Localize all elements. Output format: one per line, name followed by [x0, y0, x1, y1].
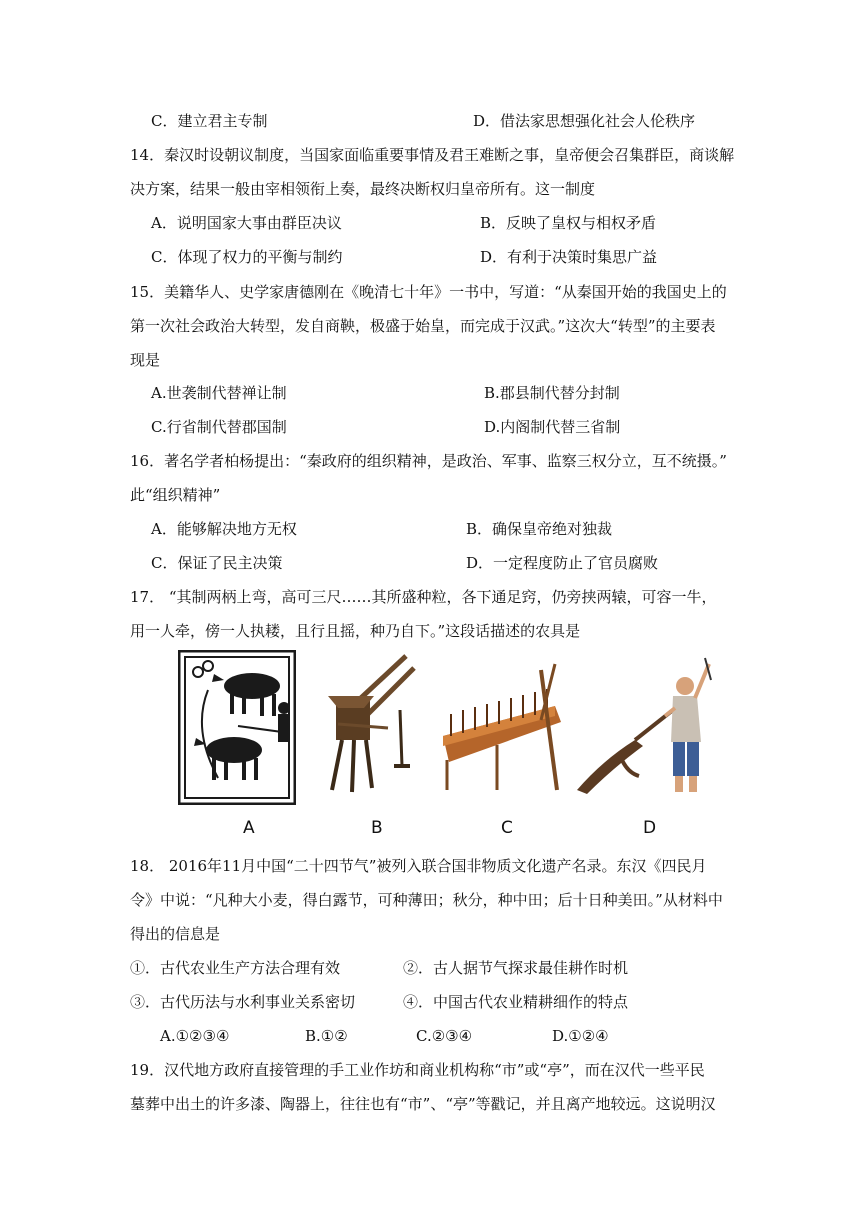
- q16-stem-line1: 16．著名学者柏杨提出：“秦政府的组织精神，是政治、军事、监察三权分立，互不统摄。”: [130, 452, 727, 470]
- q16-option-b: B．确保皇帝绝对独裁: [466, 520, 613, 538]
- q17-label-a: A: [243, 818, 255, 838]
- q13-option-c: C．建立君主专制: [151, 112, 268, 130]
- q18-item-4: ④．中国古代农业精耕细作的特点: [403, 993, 629, 1011]
- q19-stem-line2: 墓葬中出土的许多漆、陶器上，往往也有“市”、“亭”等戳记，并且离产地较远。这说明汉: [130, 1095, 716, 1113]
- q15-stem-line1: 15．美籍华人、史学家唐德刚在《晚清七十年》一书中，写道：“从秦国开始的我国史上的: [130, 283, 727, 301]
- q17-stem-line1: 17． “其制两柄上弯，高可三尺……其所盛种粒，各下通足窍，仍旁挟两辕，可容一牛，: [130, 588, 717, 606]
- q18-option-d: D.①②④: [552, 1027, 609, 1045]
- q15-option-a: A.世袭制代替禅让制: [151, 384, 287, 402]
- q17-image-a: [178, 650, 296, 805]
- q14-option-d: D．有利于决策时集思广益: [480, 248, 658, 266]
- q17-image-b: [318, 650, 418, 805]
- q17-label-d: D: [643, 818, 657, 838]
- q15-stem-line3: 现是: [130, 351, 161, 369]
- q16-option-a: A．能够解决地方无权: [151, 520, 297, 538]
- q17-label-b: B: [371, 818, 383, 838]
- q18-item-1: ①．古代农业生产方法合理有效: [130, 959, 341, 977]
- q15-option-c: C.行省制代替郡国制: [151, 418, 287, 436]
- plough-man-image: [573, 650, 715, 805]
- q15-stem-line2: 第一次社会政治大转型，发自商鞅，极盛于始皇，而完成于汉武。”这次大“转型”的主要表: [130, 317, 716, 335]
- q17-image-c: [437, 650, 565, 805]
- q18-item-3: ③．古代历法与水利事业关系密切: [130, 993, 356, 1011]
- q18-item-2: ②．古人据节气探求最佳耕作时机: [403, 959, 629, 977]
- q16-option-d: D．一定程度防止了官员腐败: [466, 554, 659, 572]
- q14-option-b: B．反映了皇权与相权矛盾: [480, 214, 657, 232]
- q16-stem-line2: 此“组织精神”: [130, 486, 221, 504]
- q14-stem-line2: 决方案，结果一般由宰相领衔上奏，最终决断权归皇帝所有。这一制度: [130, 180, 596, 198]
- q13-option-d: D．借法家思想强化社会人伦秩序: [473, 112, 696, 130]
- q15-option-d: D.内阁制代替三省制: [484, 418, 621, 436]
- q18-option-b: B.①②: [305, 1027, 348, 1045]
- ox-relief-image: [178, 650, 296, 805]
- q16-option-c: C．保证了民主决策: [151, 554, 283, 572]
- q19-stem-line1: 19．汉代地方政府直接管理的手工业作坊和商业机构称“市”或“亭”，而在汉代一些平民: [130, 1061, 705, 1079]
- q14-option-a: A．说明国家大事由群臣决议: [151, 214, 342, 232]
- q18-stem-line2: 令》中说：“凡种大小麦，得白露节，可种薄田；秋分，种中田；后十日种美田。”从材料中: [130, 891, 723, 909]
- q17-label-c: C: [501, 818, 513, 838]
- wooden-machine-image: [437, 650, 565, 805]
- q17-image-d: [573, 650, 715, 805]
- q15-option-b: B.郡县制代替分封制: [484, 384, 620, 402]
- q18-option-a: A.①②③④: [160, 1027, 230, 1045]
- q14-stem-line1: 14．秦汉时设朝议制度，当国家面临重要事情及君王难断之事，皇帝便会召集群臣，商谈解: [130, 146, 735, 164]
- q14-option-c: C．体现了权力的平衡与制约: [151, 248, 343, 266]
- q18-stem-line1: 18． 2016年11月中国“二十四节气”被列入联合国非物质文化遗产名录。东汉《四民月: [130, 857, 707, 875]
- q18-stem-line3: 得出的信息是: [130, 925, 221, 943]
- q17-stem-line2: 用一人牵，傍一人执耧，且行且摇，种乃自下。”这段话描述的农具是: [130, 622, 581, 640]
- seed-drill-image: [318, 650, 418, 805]
- q17-option-images: [175, 650, 720, 845]
- q18-option-c: C.②③④: [416, 1027, 473, 1045]
